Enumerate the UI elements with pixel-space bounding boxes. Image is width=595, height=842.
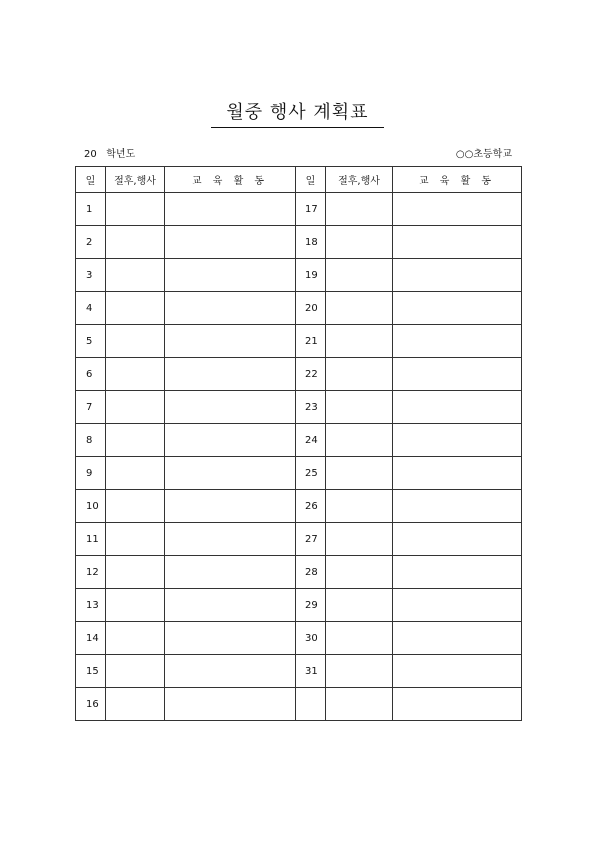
header-education-activity-left: 교 육 활 동 [165, 167, 296, 193]
table-header-row [76, 167, 522, 193]
season-event-cell [326, 556, 393, 589]
education-activity-cell [165, 325, 296, 358]
day-number-right: 23 [296, 391, 326, 424]
day-number-left: 12 [76, 556, 106, 589]
table-row [76, 424, 522, 457]
season-event-cell [326, 391, 393, 424]
education-activity-cell [165, 589, 296, 622]
education-activity-cell [393, 457, 522, 490]
day-number-left: 14 [76, 622, 106, 655]
education-activity-cell [393, 688, 522, 721]
education-activity-cell [165, 226, 296, 259]
header-season-event-right: 절후,행사 [326, 167, 393, 193]
education-activity-cell [393, 259, 522, 292]
day-number-left: 6 [76, 358, 106, 391]
day-number-left: 1 [76, 193, 106, 226]
season-event-cell [106, 688, 165, 721]
header-day-right: 일 [296, 167, 326, 193]
education-activity-cell [393, 391, 522, 424]
season-event-cell [106, 490, 165, 523]
season-event-cell [326, 688, 393, 721]
education-activity-cell [393, 292, 522, 325]
day-number-right: 28 [296, 556, 326, 589]
season-event-cell [106, 589, 165, 622]
education-activity-cell [393, 193, 522, 226]
day-number-right: 27 [296, 523, 326, 556]
season-event-cell [106, 556, 165, 589]
season-event-cell [326, 358, 393, 391]
education-activity-cell [393, 358, 522, 391]
monthly-event-table [75, 166, 522, 721]
education-activity-cell [165, 259, 296, 292]
table-row [76, 259, 522, 292]
season-event-cell [326, 523, 393, 556]
education-activity-cell [165, 622, 296, 655]
day-number-left: 11 [76, 523, 106, 556]
day-number-left: 13 [76, 589, 106, 622]
season-event-cell [326, 226, 393, 259]
table-row [76, 622, 522, 655]
day-number-left: 5 [76, 325, 106, 358]
day-number-right: 18 [296, 226, 326, 259]
day-number-right: 30 [296, 622, 326, 655]
day-number-right: 25 [296, 457, 326, 490]
education-activity-cell [393, 424, 522, 457]
season-event-cell [326, 424, 393, 457]
season-event-cell [326, 259, 393, 292]
season-event-cell [106, 325, 165, 358]
season-event-cell [106, 655, 165, 688]
season-event-cell [106, 226, 165, 259]
day-number-right: 24 [296, 424, 326, 457]
day-number-right: 22 [296, 358, 326, 391]
header-education-activity-right: 교 육 활 동 [393, 167, 522, 193]
education-activity-cell [393, 226, 522, 259]
day-number-left: 3 [76, 259, 106, 292]
table-row [76, 226, 522, 259]
season-event-cell [106, 193, 165, 226]
education-activity-cell [165, 424, 296, 457]
table-row [76, 688, 522, 721]
season-event-cell [106, 622, 165, 655]
education-activity-cell [393, 622, 522, 655]
education-activity-cell [165, 358, 296, 391]
header-season-event-left: 절후,행사 [106, 167, 165, 193]
education-activity-cell [393, 556, 522, 589]
day-number-right [296, 688, 326, 721]
season-event-cell [106, 424, 165, 457]
season-event-cell [106, 259, 165, 292]
education-activity-cell [165, 655, 296, 688]
day-number-right: 31 [296, 655, 326, 688]
table-row [76, 523, 522, 556]
season-event-cell [106, 292, 165, 325]
season-event-cell [326, 589, 393, 622]
day-number-left: 2 [76, 226, 106, 259]
education-activity-cell [165, 523, 296, 556]
school-name-label: ○○초등학교 [455, 149, 512, 160]
title-underline [211, 127, 384, 128]
table-row [76, 589, 522, 622]
season-event-cell [326, 490, 393, 523]
day-number-right: 26 [296, 490, 326, 523]
table-row [76, 193, 522, 226]
season-event-cell [106, 457, 165, 490]
day-number-left: 9 [76, 457, 106, 490]
day-number-right: 29 [296, 589, 326, 622]
day-number-left: 15 [76, 655, 106, 688]
table-row [76, 556, 522, 589]
table-row [76, 391, 522, 424]
page-title: 월중 행사 계획표 [226, 102, 369, 123]
education-activity-cell [165, 556, 296, 589]
table-row [76, 655, 522, 688]
table-body [76, 193, 522, 721]
education-activity-cell [393, 589, 522, 622]
education-activity-cell [393, 325, 522, 358]
season-event-cell [326, 325, 393, 358]
day-number-left: 16 [76, 688, 106, 721]
day-number-right: 19 [296, 259, 326, 292]
season-event-cell [106, 358, 165, 391]
season-event-cell [326, 193, 393, 226]
day-number-right: 17 [296, 193, 326, 226]
table-row [76, 325, 522, 358]
header-day-left: 일 [76, 167, 106, 193]
school-year-label: 20 학년도 [84, 149, 136, 160]
day-number-right: 20 [296, 292, 326, 325]
table-row [76, 490, 522, 523]
table-row [76, 457, 522, 490]
season-event-cell [106, 391, 165, 424]
education-activity-cell [393, 490, 522, 523]
season-event-cell [326, 457, 393, 490]
education-activity-cell [165, 292, 296, 325]
day-number-left: 4 [76, 292, 106, 325]
season-event-cell [106, 523, 165, 556]
day-number-left: 8 [76, 424, 106, 457]
table-row [76, 358, 522, 391]
season-event-cell [326, 292, 393, 325]
education-activity-cell [165, 391, 296, 424]
education-activity-cell [165, 457, 296, 490]
day-number-right: 21 [296, 325, 326, 358]
education-activity-cell [165, 490, 296, 523]
education-activity-cell [393, 655, 522, 688]
day-number-left: 7 [76, 391, 106, 424]
education-activity-cell [393, 523, 522, 556]
season-event-cell [326, 655, 393, 688]
table-row [76, 292, 522, 325]
season-event-cell [326, 622, 393, 655]
education-activity-cell [165, 688, 296, 721]
day-number-left: 10 [76, 490, 106, 523]
education-activity-cell [165, 193, 296, 226]
